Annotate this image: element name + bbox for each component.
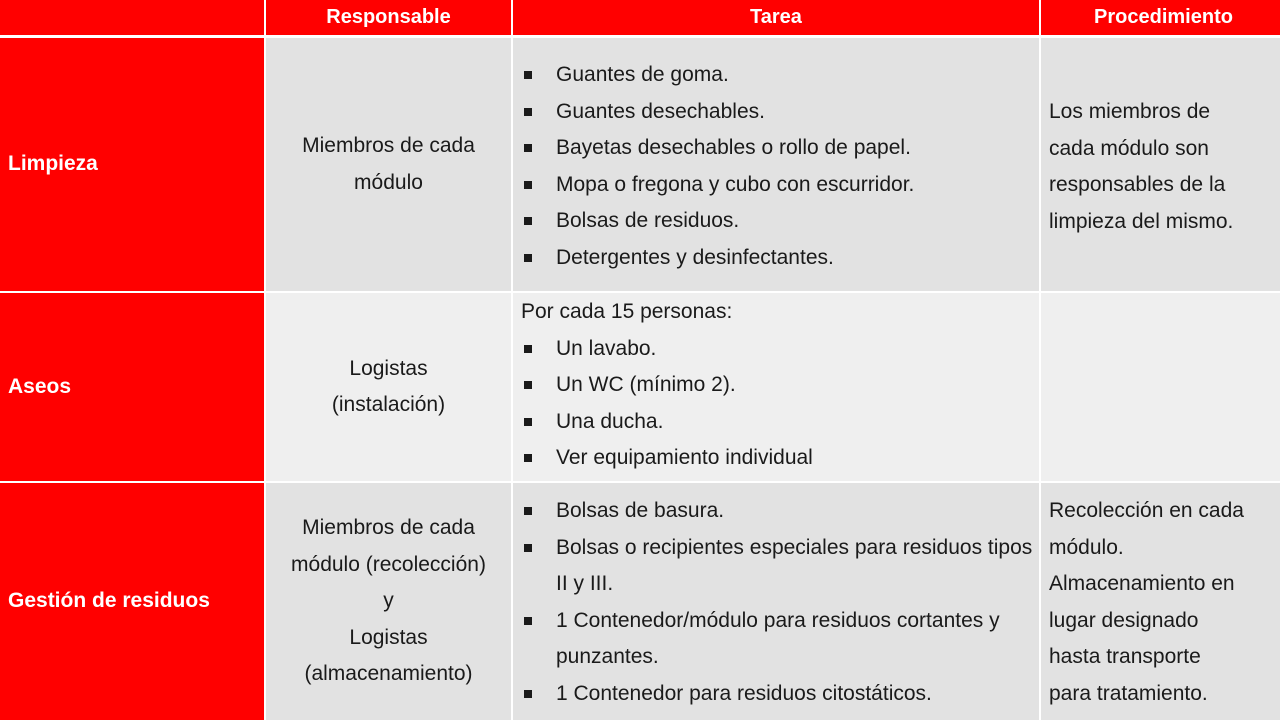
header-procedimiento: Procedimiento <box>1041 0 1280 38</box>
header-tarea: Tarea <box>513 0 1039 38</box>
list-item: Bayetas desechables o rollo de papel. <box>521 130 1033 167</box>
procedimiento-aseos <box>1041 293 1280 483</box>
responsable-line: (almacenamiento) <box>304 662 473 686</box>
responsable-line: Miembros de cada <box>302 516 475 540</box>
row-label-limpieza: Limpieza <box>0 38 264 293</box>
tarea-list <box>521 331 1033 477</box>
responsable-aseos <box>266 293 511 483</box>
responsable-line: módulo (recolección) <box>291 552 486 576</box>
list-item: Una ducha. <box>521 404 1033 441</box>
list-item: Un WC (mínimo 2). <box>521 367 1033 404</box>
row-label-gestion-residuos: Gestión de residuos <box>0 483 264 720</box>
procedimiento-line: cada módulo son <box>1049 136 1209 160</box>
list-item: Guantes desechables. <box>521 94 1033 131</box>
list-item: Bolsas o recipientes especiales para residuos tipos II y III. <box>521 530 1033 603</box>
list-item: Bolsas de basura. <box>521 493 1033 530</box>
procedimiento-gestion-residuos <box>1041 483 1280 720</box>
tarea-limpieza <box>513 38 1039 293</box>
procedimiento-line: Los miembros de <box>1049 100 1211 123</box>
tarea-intro: Por cada 15 personas: <box>521 300 733 323</box>
list-item: Detergentes y desinfectantes. <box>521 240 1033 277</box>
responsable-line: Logistas <box>349 356 428 380</box>
procedimiento-line: Recolección en cada <box>1049 499 1244 522</box>
responsable-limpieza <box>266 38 511 293</box>
list-item: Bolsas de residuos. <box>521 203 1033 240</box>
procedimiento-line: Almacenamiento en <box>1049 572 1235 595</box>
list-item: Ver equipamiento individual <box>521 440 1033 477</box>
list-item: 1 Contenedor/módulo para residuos cortantes y punzantes. <box>521 603 1033 676</box>
list-item: 1 Contenedor para residuos citostáticos. <box>521 676 1033 713</box>
procedimiento-line: módulo. <box>1049 535 1124 559</box>
procedimiento-line: para tratamiento. <box>1049 681 1208 705</box>
procedimiento-line: lugar designado <box>1049 608 1199 632</box>
responsable-line: Miembros de cada <box>302 134 475 157</box>
header-corner <box>0 0 264 38</box>
responsable-line: y <box>383 589 394 613</box>
tarea-aseos <box>513 293 1039 483</box>
procedimiento-line: limpieza del mismo. <box>1049 209 1234 233</box>
tarea-list <box>521 57 1033 276</box>
header-responsable: Responsable <box>266 0 511 38</box>
tarea-gestion-residuos <box>513 483 1039 720</box>
responsable-gestion-residuos <box>266 483 511 720</box>
responsable-line: módulo <box>354 170 423 194</box>
list-item: Un lavabo. <box>521 331 1033 368</box>
procedimiento-line: responsables de la <box>1049 173 1226 196</box>
list-item: Mopa o fregona y cubo con escurridor. <box>521 167 1033 204</box>
responsable-line: (instalación) <box>331 393 446 416</box>
row-label-aseos: Aseos <box>0 293 264 483</box>
list-item: Guantes de goma. <box>521 57 1033 94</box>
tarea-list <box>521 493 1033 712</box>
procedimiento-line: hasta transporte <box>1049 645 1201 668</box>
responsable-line: Logistas <box>349 625 428 649</box>
procedimiento-limpieza <box>1041 38 1280 293</box>
